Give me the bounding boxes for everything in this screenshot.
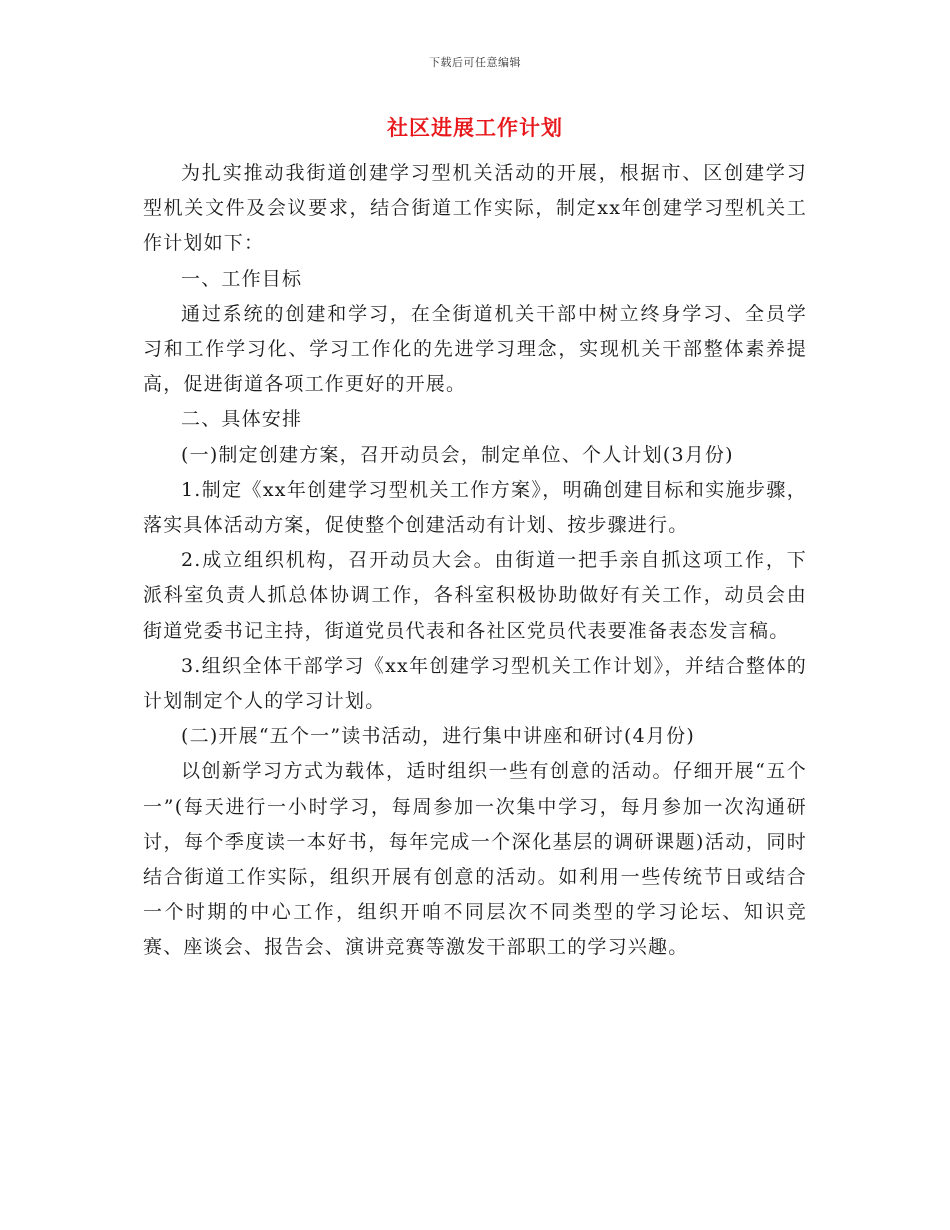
intro-paragraph: 为扎实推动我街道创建学习型机关活动的开展，根据市、区创建学习型机关文件及会议要求，结合街道工作实际，制定xx年创建学习型机关工作计划如下：: [143, 162, 807, 255]
page-header-note: 下载后可任意编辑: [429, 56, 521, 69]
section-heading-goals: 一、工作目标: [181, 267, 303, 290]
section-heading-arrangements: 二、具体安排: [181, 408, 303, 431]
list-item-2: 2.成立组织机构，召开动员大会。由街道一把手亲自抓这项工作，下派科室负责人抓总体协调工作，各科室积极协助做好有关工作，动员会由街道党委书记主持，街道党员代表和各社区党员代表要准备表态发言稿。: [143, 549, 807, 642]
document-title: 社区进展工作计划: [387, 115, 563, 140]
subsection-heading-2: (二)开展“五个一”读书活动，进行集中讲座和研讨(4月份): [181, 725, 695, 748]
document-body: [143, 156, 807, 966]
goals-paragraph: 通过系统的创建和学习，在全街道机关干部中树立终身学习、全员学习和工作学习化、学习工作化的先进学习理念，实现机关干部整体素养提高，促进街道各项工作更好的开展。: [143, 302, 807, 396]
list-item-3: 3.组织全体干部学习《xx年创建学习型机关工作计划》，并结合整体的计划制定个人的学习计划。: [143, 654, 807, 713]
subsection-heading-1: (一)制定创建方案，召开动员会，制定单位、个人计划(3月份): [181, 443, 734, 466]
activities-paragraph: 以创新学习方式为载体，适时组织一些有创意的活动。仔细开展“五个一”(每天进行一小时学习，每周参加一次集中学习，每月参加一次沟通研讨，每个季度读一本好书，每年完成一个深化基层的调研课题)活动，同时结合街道工作实际，组织开展有创意的活动。如利用一些传统节日或结合一个时期的中心工作，组织开咱不同层次不同类型的学习论坛、知识竞赛、座谈会、报告会、演讲竞赛等激发干部职工的学习兴趣。: [143, 760, 807, 959]
list-item-1: 1.制定《xx年创建学习型机关工作方案》，明确创建目标和实施步骤，落实具体活动方案，促使整个创建活动有计划、按步骤进行。: [143, 478, 807, 537]
